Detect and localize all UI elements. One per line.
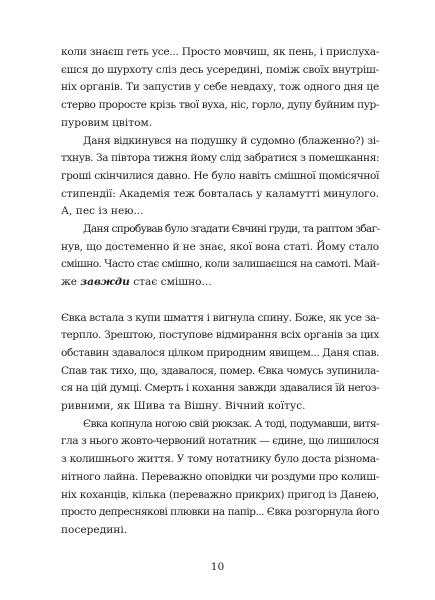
text-line: гроші скінчилися давно. Не було навіть смішної щомісячної xyxy=(61,169,379,182)
text-line: обставин здавалося цілком природним явищем... Даня спав. xyxy=(61,346,379,359)
text-line: нув, що достеменно й не знає, якої вона статі. Йому стало xyxy=(61,240,379,253)
text-line: Спав так тихо, що, здавалося, помер. Євка чомусь зупинила- xyxy=(61,364,379,377)
text-line: посередині. xyxy=(61,523,128,536)
paragraph-2 xyxy=(61,133,379,222)
text-line: єшся до шурхоту сліз десь усередині, поміж своїх внутріш- xyxy=(61,63,379,76)
text-line: Даня відкинувся на подушку й судомно (блаженно?) зі- xyxy=(83,134,379,147)
text-line: нітного лайна. Переважно оповідки чи роздуми про колиш- xyxy=(61,470,379,483)
text-line: просто депреснякові плювки на папір... Євка розгорнула його xyxy=(61,506,379,519)
text-line xyxy=(61,274,379,292)
text-line: Євка копнула ногою свій рюкзак. А тоді, подумавши, витя- xyxy=(83,417,379,430)
text-line: терпло. Зрештою, поступове відмирання всіх органів за цих xyxy=(61,329,379,342)
text-line: Євка встала з купи шмаття і вигнула спину. Боже, як усе за- xyxy=(61,311,379,324)
text-line: ся на цій думці. Смерть і кохання завжди здавалися їй неroз- xyxy=(61,382,380,395)
paragraph-3 xyxy=(61,221,379,292)
emphasized-word: завжди xyxy=(80,276,130,289)
text-line: гла з нього жовто-червоний нотатник — єдине, що лишилося xyxy=(61,435,379,448)
paragraph-1 xyxy=(61,44,379,133)
text-line: з колишнього життя. У тому нотатнику було доста різнома- xyxy=(61,453,379,466)
paragraph-5 xyxy=(61,416,379,540)
text-line: коли знаєш геть усе... Просто мовчиш, як пень, і прислуха- xyxy=(61,46,379,58)
text-fragment: же xyxy=(61,276,81,289)
text-line: смішно. Часто стає смішно, коли залишаєшся на самоті. Май- xyxy=(61,258,380,271)
text-line: ніх органів. Ти запустив у себе невдаху, тож одного дня це xyxy=(61,81,379,94)
text-line: Даня спробував було згадати Євчині груди, та раптом збаг- xyxy=(83,223,380,236)
page-body-text xyxy=(61,44,379,540)
text-line: тхнув. За півтора тижня йому слід забратися з помешкання: xyxy=(61,152,380,165)
text-line: ніх коханців, кілька (переважно прикрих) пригод із Данею, xyxy=(61,488,379,501)
paragraph-4 xyxy=(61,310,379,416)
text-line: А, пес із нею... xyxy=(61,205,144,218)
text-line: стипендії: Академія теж бовталась у каламутті минулого. xyxy=(61,187,379,200)
text-line: стерво проросте крізь твої вуха, ніс, горло, дупу буйним пур- xyxy=(61,99,379,112)
text-line: пуровим цвітом. xyxy=(61,116,153,129)
text-line: ривними, як Шива та Вішну. Вічний коїтус. xyxy=(61,400,306,413)
section-break xyxy=(61,292,379,310)
page-number: 10 xyxy=(210,561,225,573)
text-fragment: стає смішно... xyxy=(129,276,212,289)
